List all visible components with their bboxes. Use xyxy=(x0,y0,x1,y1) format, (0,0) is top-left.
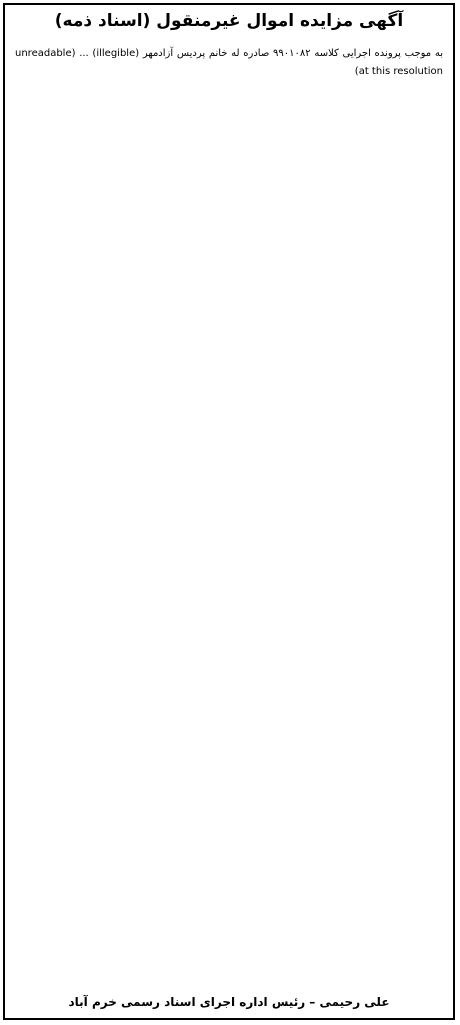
notice-body: به موجب پرونده اجرایی کلاسه ۹۹۰۱۰۸۲ صادره له خانم پردیس آزادمهر (illegible) ... (unreadable at this resolution) xyxy=(15,48,443,77)
legal-notice xyxy=(3,3,455,1020)
notice-signature: علی رحیمی – رئیس اداره اجرای اسناد رسمی خرم آباد xyxy=(68,995,390,1009)
notice-title: آگهی مزایده اموال غیرمنقول (اسناد ذمه) xyxy=(54,11,404,31)
